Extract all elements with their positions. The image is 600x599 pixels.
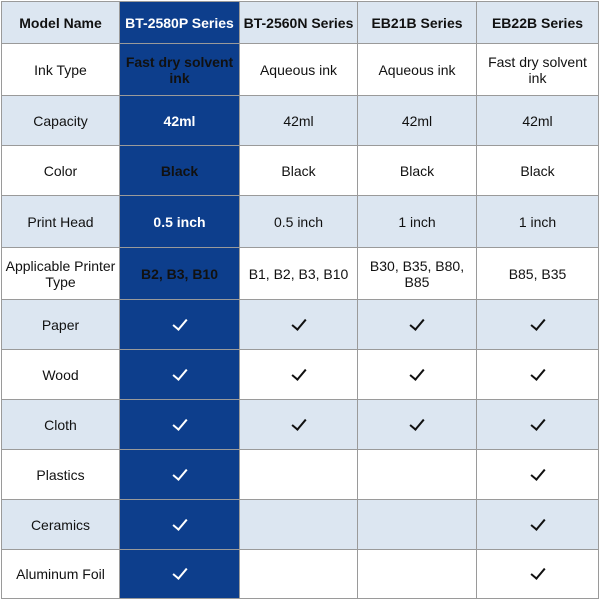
check-icon xyxy=(409,315,424,331)
row-wood xyxy=(2,350,599,400)
check-icon xyxy=(530,315,545,331)
header-model-name: Model Name xyxy=(2,2,120,44)
cell-empty xyxy=(358,550,477,599)
header-bt-2560n: BT-2560N Series xyxy=(240,2,358,44)
row-aluminum-foil xyxy=(2,550,599,599)
cell-value: Black xyxy=(477,146,599,196)
cell-supported xyxy=(477,300,599,350)
row-label: Plastics xyxy=(2,450,120,500)
cell-supported xyxy=(120,300,240,350)
cell-supported xyxy=(358,350,477,400)
check-icon xyxy=(291,415,306,431)
check-icon xyxy=(172,365,187,381)
cell-supported xyxy=(240,400,358,450)
row-printer-type xyxy=(2,248,599,300)
cell-value: B1, B2, B3, B10 xyxy=(240,248,358,300)
cell-supported xyxy=(240,300,358,350)
cell-supported xyxy=(120,350,240,400)
header-eb22b: EB22B Series xyxy=(477,2,599,44)
check-icon xyxy=(530,515,545,531)
cell-value: Fast dry solvent ink xyxy=(477,44,599,96)
cell-value: 0.5 inch xyxy=(240,196,358,248)
check-icon xyxy=(409,365,424,381)
cell-supported xyxy=(120,550,240,599)
cell-value: B85, B35 xyxy=(477,248,599,300)
row-capacity xyxy=(2,96,599,146)
header-row xyxy=(2,2,599,44)
row-label: Applicable Printer Type xyxy=(2,248,120,300)
cell-value: Black xyxy=(358,146,477,196)
cell-empty xyxy=(358,450,477,500)
cell-empty xyxy=(240,450,358,500)
cell-supported xyxy=(358,300,477,350)
header-bt-2580p: BT-2580P Series xyxy=(120,2,240,44)
row-label: Color xyxy=(2,146,120,196)
row-paper xyxy=(2,300,599,350)
row-label: Ink Type xyxy=(2,44,120,96)
cell-value: Black xyxy=(120,146,240,196)
cell-value: 42ml xyxy=(358,96,477,146)
check-icon xyxy=(291,315,306,331)
cell-empty xyxy=(358,500,477,550)
cell-value: Aqueous ink xyxy=(358,44,477,96)
cell-value: Black xyxy=(240,146,358,196)
check-icon xyxy=(530,465,545,481)
cell-supported xyxy=(477,450,599,500)
cell-value: 42ml xyxy=(477,96,599,146)
row-ink-type xyxy=(2,44,599,96)
cell-value: B30, B35, B80, B85 xyxy=(358,248,477,300)
cell-value: 42ml xyxy=(240,96,358,146)
row-label: Print Head xyxy=(2,196,120,248)
check-icon xyxy=(172,515,187,531)
check-icon xyxy=(172,415,187,431)
cell-supported xyxy=(240,350,358,400)
spec-table xyxy=(1,1,599,599)
check-icon xyxy=(530,564,545,580)
cell-value: 1 inch xyxy=(358,196,477,248)
check-icon xyxy=(409,415,424,431)
cell-value: 1 inch xyxy=(477,196,599,248)
header-eb21b: EB21B Series xyxy=(358,2,477,44)
check-icon xyxy=(530,415,545,431)
check-icon xyxy=(172,564,187,580)
cell-supported xyxy=(358,400,477,450)
row-color xyxy=(2,146,599,196)
check-icon xyxy=(530,365,545,381)
cell-value: B2, B3, B10 xyxy=(120,248,240,300)
row-print-head xyxy=(2,196,599,248)
cell-supported xyxy=(477,350,599,400)
cell-supported xyxy=(477,550,599,599)
row-label: Capacity xyxy=(2,96,120,146)
cell-supported xyxy=(477,400,599,450)
row-plastics xyxy=(2,450,599,500)
check-icon xyxy=(172,315,187,331)
cell-value: 42ml xyxy=(120,96,240,146)
check-icon xyxy=(172,465,187,481)
cell-supported xyxy=(120,500,240,550)
cell-supported xyxy=(477,500,599,550)
row-label: Wood xyxy=(2,350,120,400)
cell-supported xyxy=(120,450,240,500)
cell-empty xyxy=(240,550,358,599)
cell-empty xyxy=(240,500,358,550)
cell-supported xyxy=(120,400,240,450)
row-label: Ceramics xyxy=(2,500,120,550)
cell-value: Fast dry solvent ink xyxy=(120,44,240,96)
row-label: Paper xyxy=(2,300,120,350)
check-icon xyxy=(291,365,306,381)
row-cloth xyxy=(2,400,599,450)
row-label: Aluminum Foil xyxy=(2,550,120,599)
cell-value: 0.5 inch xyxy=(120,196,240,248)
cell-value: Aqueous ink xyxy=(240,44,358,96)
row-label: Cloth xyxy=(2,400,120,450)
row-ceramics xyxy=(2,500,599,550)
